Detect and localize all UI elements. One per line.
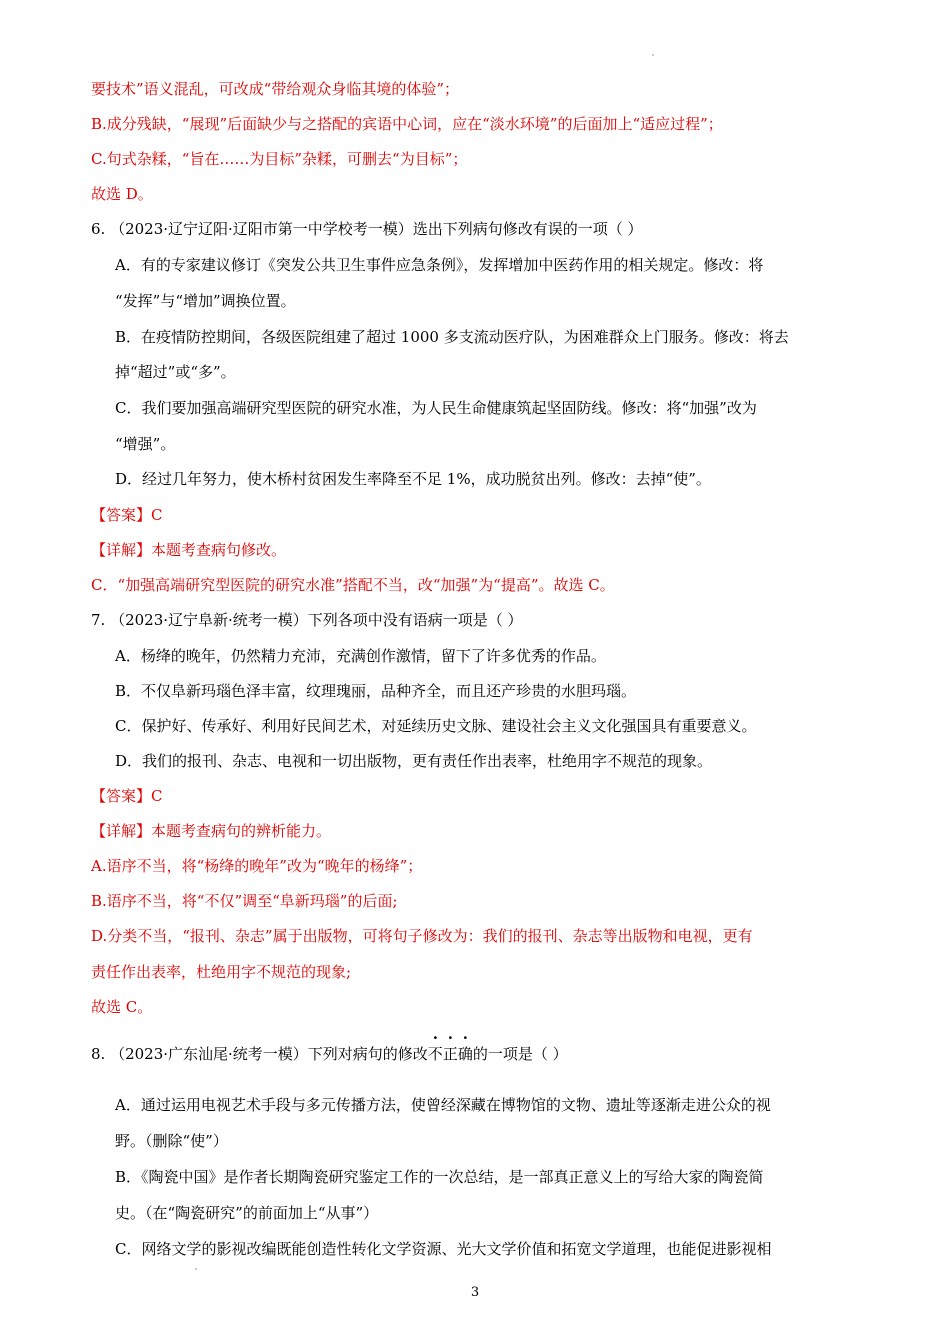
- explanation-label: 【详解】本题考查病句的辨析能力。: [91, 822, 332, 840]
- option-a: A．有的专家建议修订《突发公共卫生事件应急条例》，发挥增加中医药作用的相关规定。修改：将: [115, 256, 764, 274]
- option-c-cont: “增强”。: [115, 435, 176, 453]
- option-b-cont: 掉“超过”或“多”。: [115, 363, 236, 381]
- option-c: C．我们要加强高端研究型医院的研究水准，为人民生命健康筑起坚固防线。修改：将“加强”改为: [115, 399, 757, 417]
- question-7-stem: 7. （2023·辽宁阜新·统考一模）下列各项中没有语病一项是（ ）: [91, 611, 523, 629]
- explanation-text: B.语序不当，将“不仅”调至“阜新玛瑙”的后面;: [91, 892, 398, 910]
- option-a: A．杨绛的晚年，仍然精力充沛，充满创作激情，留下了许多优秀的作品。: [115, 647, 606, 665]
- explanation-text: 责任作出表率，杜绝用字不规范的现象;: [91, 963, 352, 981]
- question-8-prefix: 8. （2023·广东汕尾·统考一模）下列对病句的修改: [91, 1045, 428, 1063]
- emphasis-char: 正: [442, 1045, 458, 1063]
- explanation-text: 故选 C。: [91, 998, 153, 1016]
- page-number: 3: [470, 1285, 480, 1300]
- option-b-cont: 史。（在“陶瓷研究”的前面加上“从事”）: [115, 1204, 379, 1222]
- option-b: B．在疫情防控期间，各级医院组建了超过 1000 多支流动医疗队，为困难群众上门服务。修改：将去: [115, 328, 789, 346]
- emphasis-char: 不: [427, 1045, 443, 1063]
- option-b: B．不仅阜新玛瑙色泽丰富，纹理瑰丽，品种齐全，而且还产珍贵的水胆玛瑙。: [115, 682, 637, 700]
- option-d: D．经过几年努力，使木桥村贫困发生率降至不足 1%，成功脱贫出列。修改：去掉“使”。: [115, 470, 711, 488]
- answer-label: 【答案】C: [91, 506, 163, 524]
- explanation-text: D.分类不当，“报刊、杂志”属于出版物，可将句子修改为：我们的报刊、杂志等出版物和电视，更有: [91, 927, 753, 945]
- option-a-cont: “发挥”与“增加”调换位置。: [115, 292, 296, 310]
- option-c: C．保护好、传承好、利用好民间艺术，对延续历史文脉、建设社会主义文化强国具有重要意义。: [115, 717, 757, 735]
- option-a-cont: 野。（删除“使”）: [115, 1132, 228, 1150]
- text-line: 故选 D。: [91, 185, 153, 203]
- emphasis-char: 确: [457, 1045, 473, 1063]
- explanation-label: 【详解】本题考查病句修改。: [91, 541, 287, 559]
- answer-label: 【答案】C: [91, 787, 163, 805]
- question-8-stem: [91, 1044, 568, 1064]
- question-6-stem: 6. （2023·辽宁辽阳·辽阳市第一中学校考一模）选出下列病句修改有误的一项（ ）: [91, 220, 643, 238]
- text-line: B.成分残缺，“展现”后面缺少与之搭配的宾语中心词，应在“淡水环境”的后面加上“适应过程”；: [91, 115, 723, 133]
- text-line: C.句式杂糅，“旨在……为目标”杂糅，可删去“为目标”；: [91, 150, 468, 168]
- scan-speck: [195, 1268, 197, 1270]
- text-line: 要技术”语义混乱，可改成“带给观众身临其境的体验”；: [91, 80, 460, 98]
- option-c: C．网络文学的影视改编既能创造性转化文学资源、光大文学价值和拓宽文学道理，也能促进影视相: [115, 1240, 772, 1258]
- explanation-text: C．“加强高端研究型医院的研究水准”搭配不当，改“加强”为“提高”。故选 C。: [91, 576, 615, 594]
- question-8-suffix: 的一项是（ ）: [472, 1045, 568, 1063]
- explanation-text: A.语序不当，将“杨绛的晚年”改为“晚年的杨绛”；: [91, 857, 423, 875]
- option-a: A．通过运用电视艺术手段与多元传播方法，使曾经深藏在博物馆的文物、遗址等逐渐走进公众的视: [115, 1096, 771, 1114]
- scan-speck: [652, 54, 654, 56]
- option-b: B．《陶瓷中国》是作者长期陶瓷研究鉴定工作的一次总结，是一部真正意义上的写给大家的陶瓷简: [115, 1168, 764, 1186]
- option-d: D．我们的报刊、杂志、电视和一切出版物，更有责任作出表率，杜绝用字不规范的现象。: [115, 752, 713, 770]
